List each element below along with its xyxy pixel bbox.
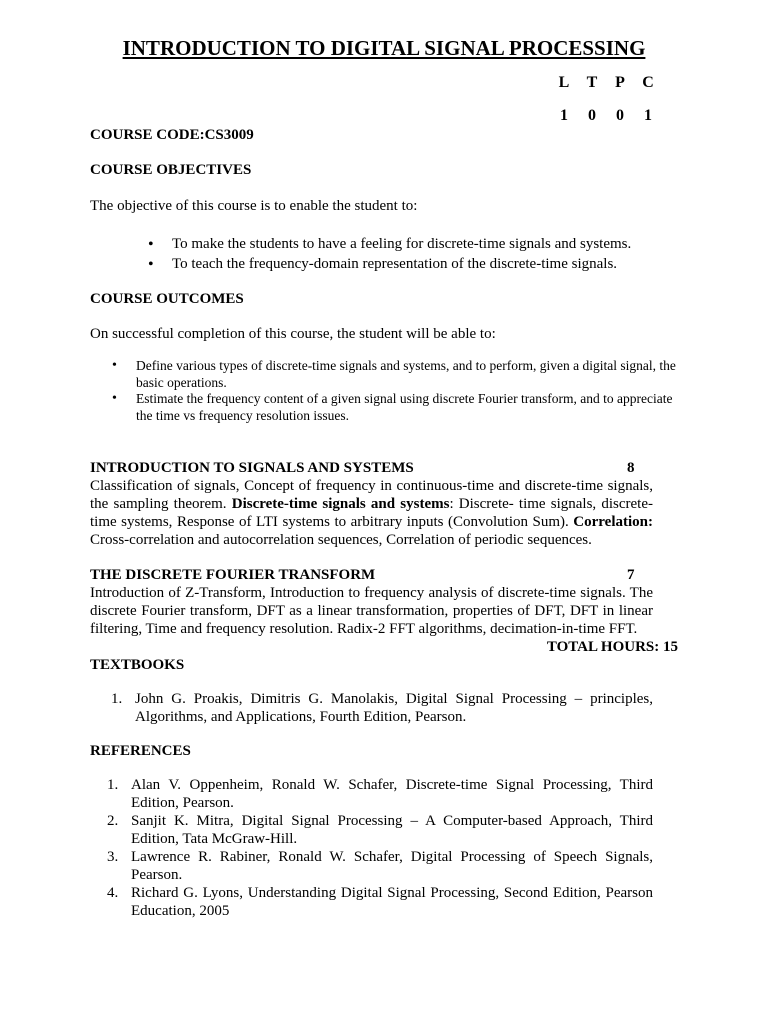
list-item: • Estimate the frequency content of a given signal using discrete Fourier transform, and to appreciate the time vs frequency resolution issues.: [136, 391, 676, 424]
list-number: 4.: [107, 885, 119, 901]
list-item: [107, 812, 653, 848]
reference-text: Sanjit K. Mitra, Digital Signal Processing – A Computer-based Approach, Third Edition, Tata McGraw-Hill.: [131, 813, 653, 847]
total-hours: TOTAL HOURS: 15: [546, 639, 678, 655]
textbooks-list: [111, 690, 653, 726]
list-item: • To make the students to have a feeling for discrete-time signals and systems.: [172, 235, 672, 255]
ltpc-label-c: C: [642, 74, 654, 91]
references-heading: REFERENCES: [90, 743, 191, 759]
list-item: • To teach the frequency-domain representation of the discrete-time signals.: [172, 255, 672, 275]
ltpc-value-t: 0: [588, 107, 596, 124]
unit2-heading: THE DISCRETE FOURIER TRANSFORM: [90, 567, 376, 583]
references-list: [107, 776, 653, 920]
unit1-heading: INTRODUCTION TO SIGNALS AND SYSTEMS: [90, 460, 414, 476]
course-code: COURSE CODE:CS3009: [90, 127, 254, 143]
ltpc-value-p: 0: [616, 107, 624, 124]
page-title: INTRODUCTION TO DIGITAL SIGNAL PROCESSING: [122, 36, 646, 60]
reference-text: Richard G. Lyons, Understanding Digital Signal Processing, Second Edition, Pearson Education, 2005: [131, 885, 653, 919]
unit1-bold-correlation: Correlation:: [573, 514, 653, 530]
list-number: 2.: [107, 813, 119, 829]
unit2-content: Introduction of Z-Transform, Introduction to frequency analysis of discrete-time signals. The discrete Fourier transform, DFT as a linear transformation, properties of DFT, DFT in linear filtering, Time and frequency resolution. Radix-2 FFT algorithms, decimation-in-time FFT.: [90, 585, 653, 637]
outcomes-intro: On successful completion of this course, the student will be able to:: [90, 326, 496, 342]
list-number: 1.: [107, 777, 119, 793]
unit2-hours: 7: [627, 567, 635, 583]
unit1-text-e: Cross-correlation and autocorrelation sequences, Correlation of periodic sequences.: [90, 532, 592, 548]
list-item: [107, 884, 653, 920]
list-item: [107, 776, 653, 812]
outcomes-list: [136, 358, 676, 424]
textbook-text: John G. Proakis, Dimitris G. Manolakis, Digital Signal Processing – principles, Algorithms, and Applications, Fourth Edition, Pearson.: [135, 691, 653, 725]
unit1-bold-systems: Discrete-time signals and systems: [231, 496, 450, 512]
list-item: • Define various types of discrete-time signals and systems, and to perform, given a digital signal, the basic operations.: [136, 358, 676, 391]
objectives-intro: The objective of this course is to enable the student to:: [90, 198, 418, 214]
outcomes-heading: COURSE OUTCOMES: [90, 291, 244, 307]
reference-text: Alan V. Oppenheim, Ronald W. Schafer, Discrete-time Signal Processing, Third Edition, Pearson.: [131, 777, 653, 811]
textbooks-heading: TEXTBOOKS: [90, 657, 185, 673]
ltpc-values: [556, 107, 656, 125]
ltpc-label-l: L: [558, 74, 570, 91]
ltpc-label-t: T: [586, 74, 598, 91]
unit1-hours: 8: [627, 460, 635, 476]
list-number: 3.: [107, 849, 119, 865]
objectives-list: [172, 235, 672, 274]
reference-text: Lawrence R. Rabiner, Ronald W. Schafer, Digital Processing of Speech Signals, Pearson.: [131, 849, 653, 883]
objectives-heading: COURSE OBJECTIVES: [90, 162, 252, 178]
list-item: [111, 690, 653, 726]
unit1-content: [90, 477, 653, 549]
unit1-text-c: : Discrete- time signals, discrete-time systems, Response of LTI systems to arbitrary inputs (Convolution Sum).: [90, 496, 653, 530]
ltpc-value-l: 1: [560, 107, 568, 124]
list-item: [107, 848, 653, 884]
unit1-text-a: Classification of signals, Concept of frequency in continuous-time and discrete-time signals, the sampling theorem.: [90, 478, 653, 512]
ltpc-labels: [556, 74, 656, 92]
list-number: 1.: [111, 691, 123, 707]
ltpc-label-p: P: [615, 74, 625, 91]
ltpc-value-c: 1: [644, 107, 652, 124]
